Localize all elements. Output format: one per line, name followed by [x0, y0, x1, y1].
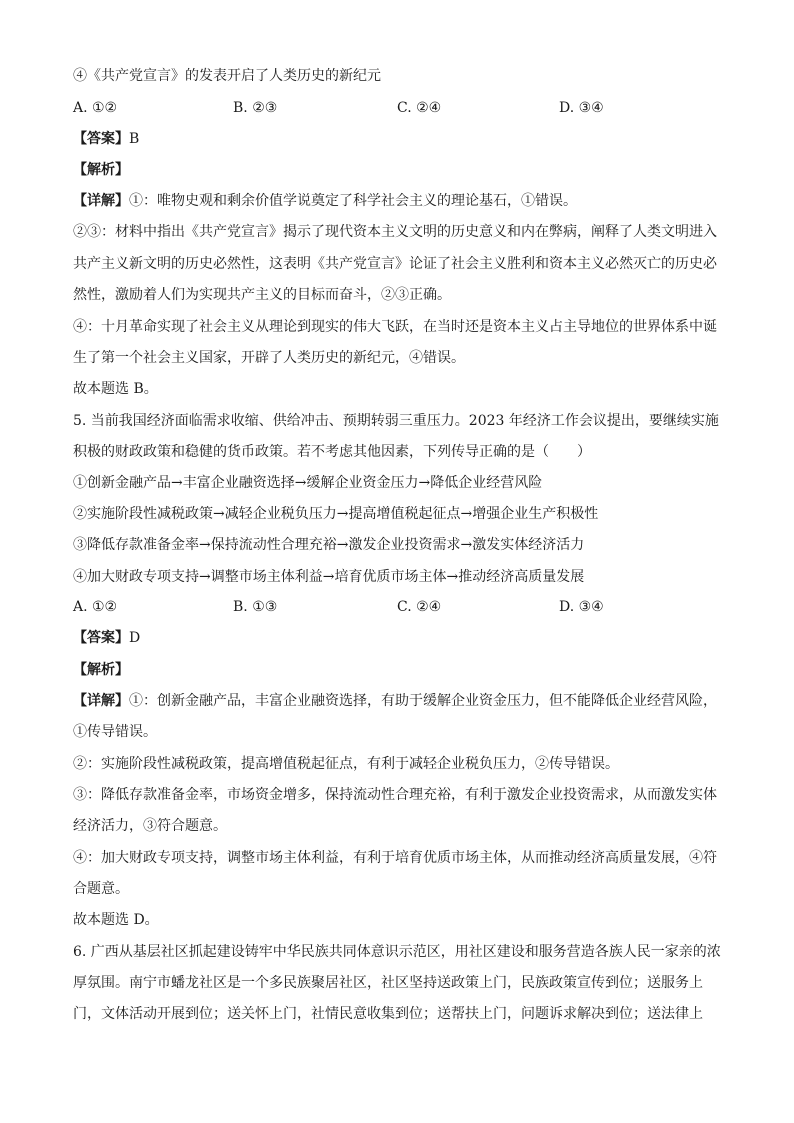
q5-detail-1-line1 [73, 691, 754, 711]
q4-detail-4-line2: 生了第一个社会主义国家，开辟了人类历史的新纪元，④错误。 [73, 350, 465, 366]
q5-analysis-tag: 【解析】 [73, 662, 129, 678]
q5-option-a: A. ①② [73, 599, 118, 615]
q4-detail-1 [73, 191, 754, 211]
q5-item-2: ②实施阶段性减税政策→减轻企业税负压力→提高增值税起征点→增强企业生产积极性 [73, 506, 599, 522]
q5-detail-3-line2: 经济活力，③符合题意。 [73, 818, 227, 834]
q5-item-4: ④加大财政专项支持→调整市场主体利益→培育优质市场主体→推动经济高质量发展 [73, 569, 585, 585]
q4-answer-value: B [129, 131, 140, 147]
q4-detail-23-line1: ②③：材料中指出《共产党宣言》揭示了现代资本主义文明的历史意义和内在弊病，阐释了人类文明进入 [73, 224, 717, 240]
q5-conclusion: 故本题选 D。 [73, 912, 159, 928]
q4-option-c: C. ②④ [397, 100, 442, 116]
q5-detail-4-line2: 合题意。 [73, 881, 129, 897]
q4-detail-4-line1: ④：十月革命实现了社会主义从理论到现实的伟大飞跃，在当时还是资本主义占主导地位的世界体系中诞 [73, 319, 717, 335]
q5-option-d: D. ③④ [559, 599, 604, 615]
q5-option-c: C. ②④ [397, 599, 442, 615]
q4-answer-tag: 【答案】 [73, 131, 129, 147]
q5-detail-1-line2: ①传导错误。 [73, 724, 157, 740]
q5-item-3: ③降低存款准备金率→保持流动性合理充裕→激发企业投资需求→激发实体经济活力 [73, 537, 585, 553]
q4-conclusion: 故本题选 B。 [73, 381, 158, 397]
q4-detail-1-text: ①：唯物史观和剩余价值学说奠定了科学社会主义的理论基石，①错误。 [129, 193, 577, 209]
q5-options [73, 597, 753, 617]
q4-option-a: A. ①② [73, 100, 118, 116]
q4-option-b: B. ②③ [233, 100, 278, 116]
q6-stem-line1: 6. 广西从基层社区抓起建设铸牢中华民族共同体意识示范区，用社区建设和服务营造各族人民一家亲的浓 [73, 944, 721, 960]
q4-options [73, 98, 753, 118]
q4-detail-23-line3: 然性，激励着人们为实现共产主义的目标而奋斗，②③正确。 [73, 287, 451, 303]
q6-stem-line3: 门，文体活动开展到位；送关怀上门，社情民意收集到位；送帮扶上门，问题诉求解决到位；送法律上 [73, 1006, 703, 1022]
q5-detail-3-line1: ③：降低存款准备金率，市场资金增多，保持流动性合理充裕，有利于激发企业投资需求，从而激发实体 [73, 787, 717, 803]
q5-answer [73, 628, 754, 648]
q5-detail-tag: 【详解】 [73, 693, 129, 709]
q4-statement-4: ④《共产党宣言》的发表开启了人类历史的新纪元 [73, 68, 381, 84]
q5-detail-2: ②：实施阶段性减税政策，提高增值税起征点，有利于减轻企业税负压力，②传导错误。 [73, 756, 619, 772]
q5-answer-tag: 【答案】 [73, 630, 129, 646]
q5-detail-1-text: ①：创新金融产品，丰富企业融资选择，有助于缓解企业资金压力，但不能降低企业经营风险， [129, 693, 717, 709]
q5-item-1: ①创新金融产品→丰富企业融资选择→缓解企业资金压力→降低企业经营风险 [73, 475, 543, 491]
q4-analysis-tag: 【解析】 [73, 162, 129, 178]
q4-option-d: D. ③④ [559, 100, 604, 116]
q4-detail-23-line2: 共产主义新文明的历史必然性，这表明《共产党宣言》论证了社会主义胜利和资本主义必然灭亡的历史必 [73, 256, 717, 272]
q4-detail-tag: 【详解】 [73, 193, 129, 209]
q5-stem-line1: 5. 当前我国经济面临需求收缩、供给冲击、预期转弱三重压力。2023 年经济工作会议提出，要继续实施 [73, 413, 719, 429]
q6-stem-line2: 厚氛围。南宁市蟠龙社区是一个多民族聚居社区，社区坚持送政策上门，民族政策宣传到位；送服务上 [73, 975, 703, 991]
q5-answer-value: D [129, 630, 141, 646]
q5-stem-line2: 积极的财政政策和稳健的货币政策。若不考虑其他因素，下列传导正确的是（ ） [73, 444, 591, 460]
q5-option-b: B. ①③ [233, 599, 278, 615]
q4-answer [73, 129, 754, 149]
q5-detail-4-line1: ④：加大财政专项支持，调整市场主体利益，有利于培育优质市场主体，从而推动经济高质量发展，④符 [73, 850, 717, 866]
